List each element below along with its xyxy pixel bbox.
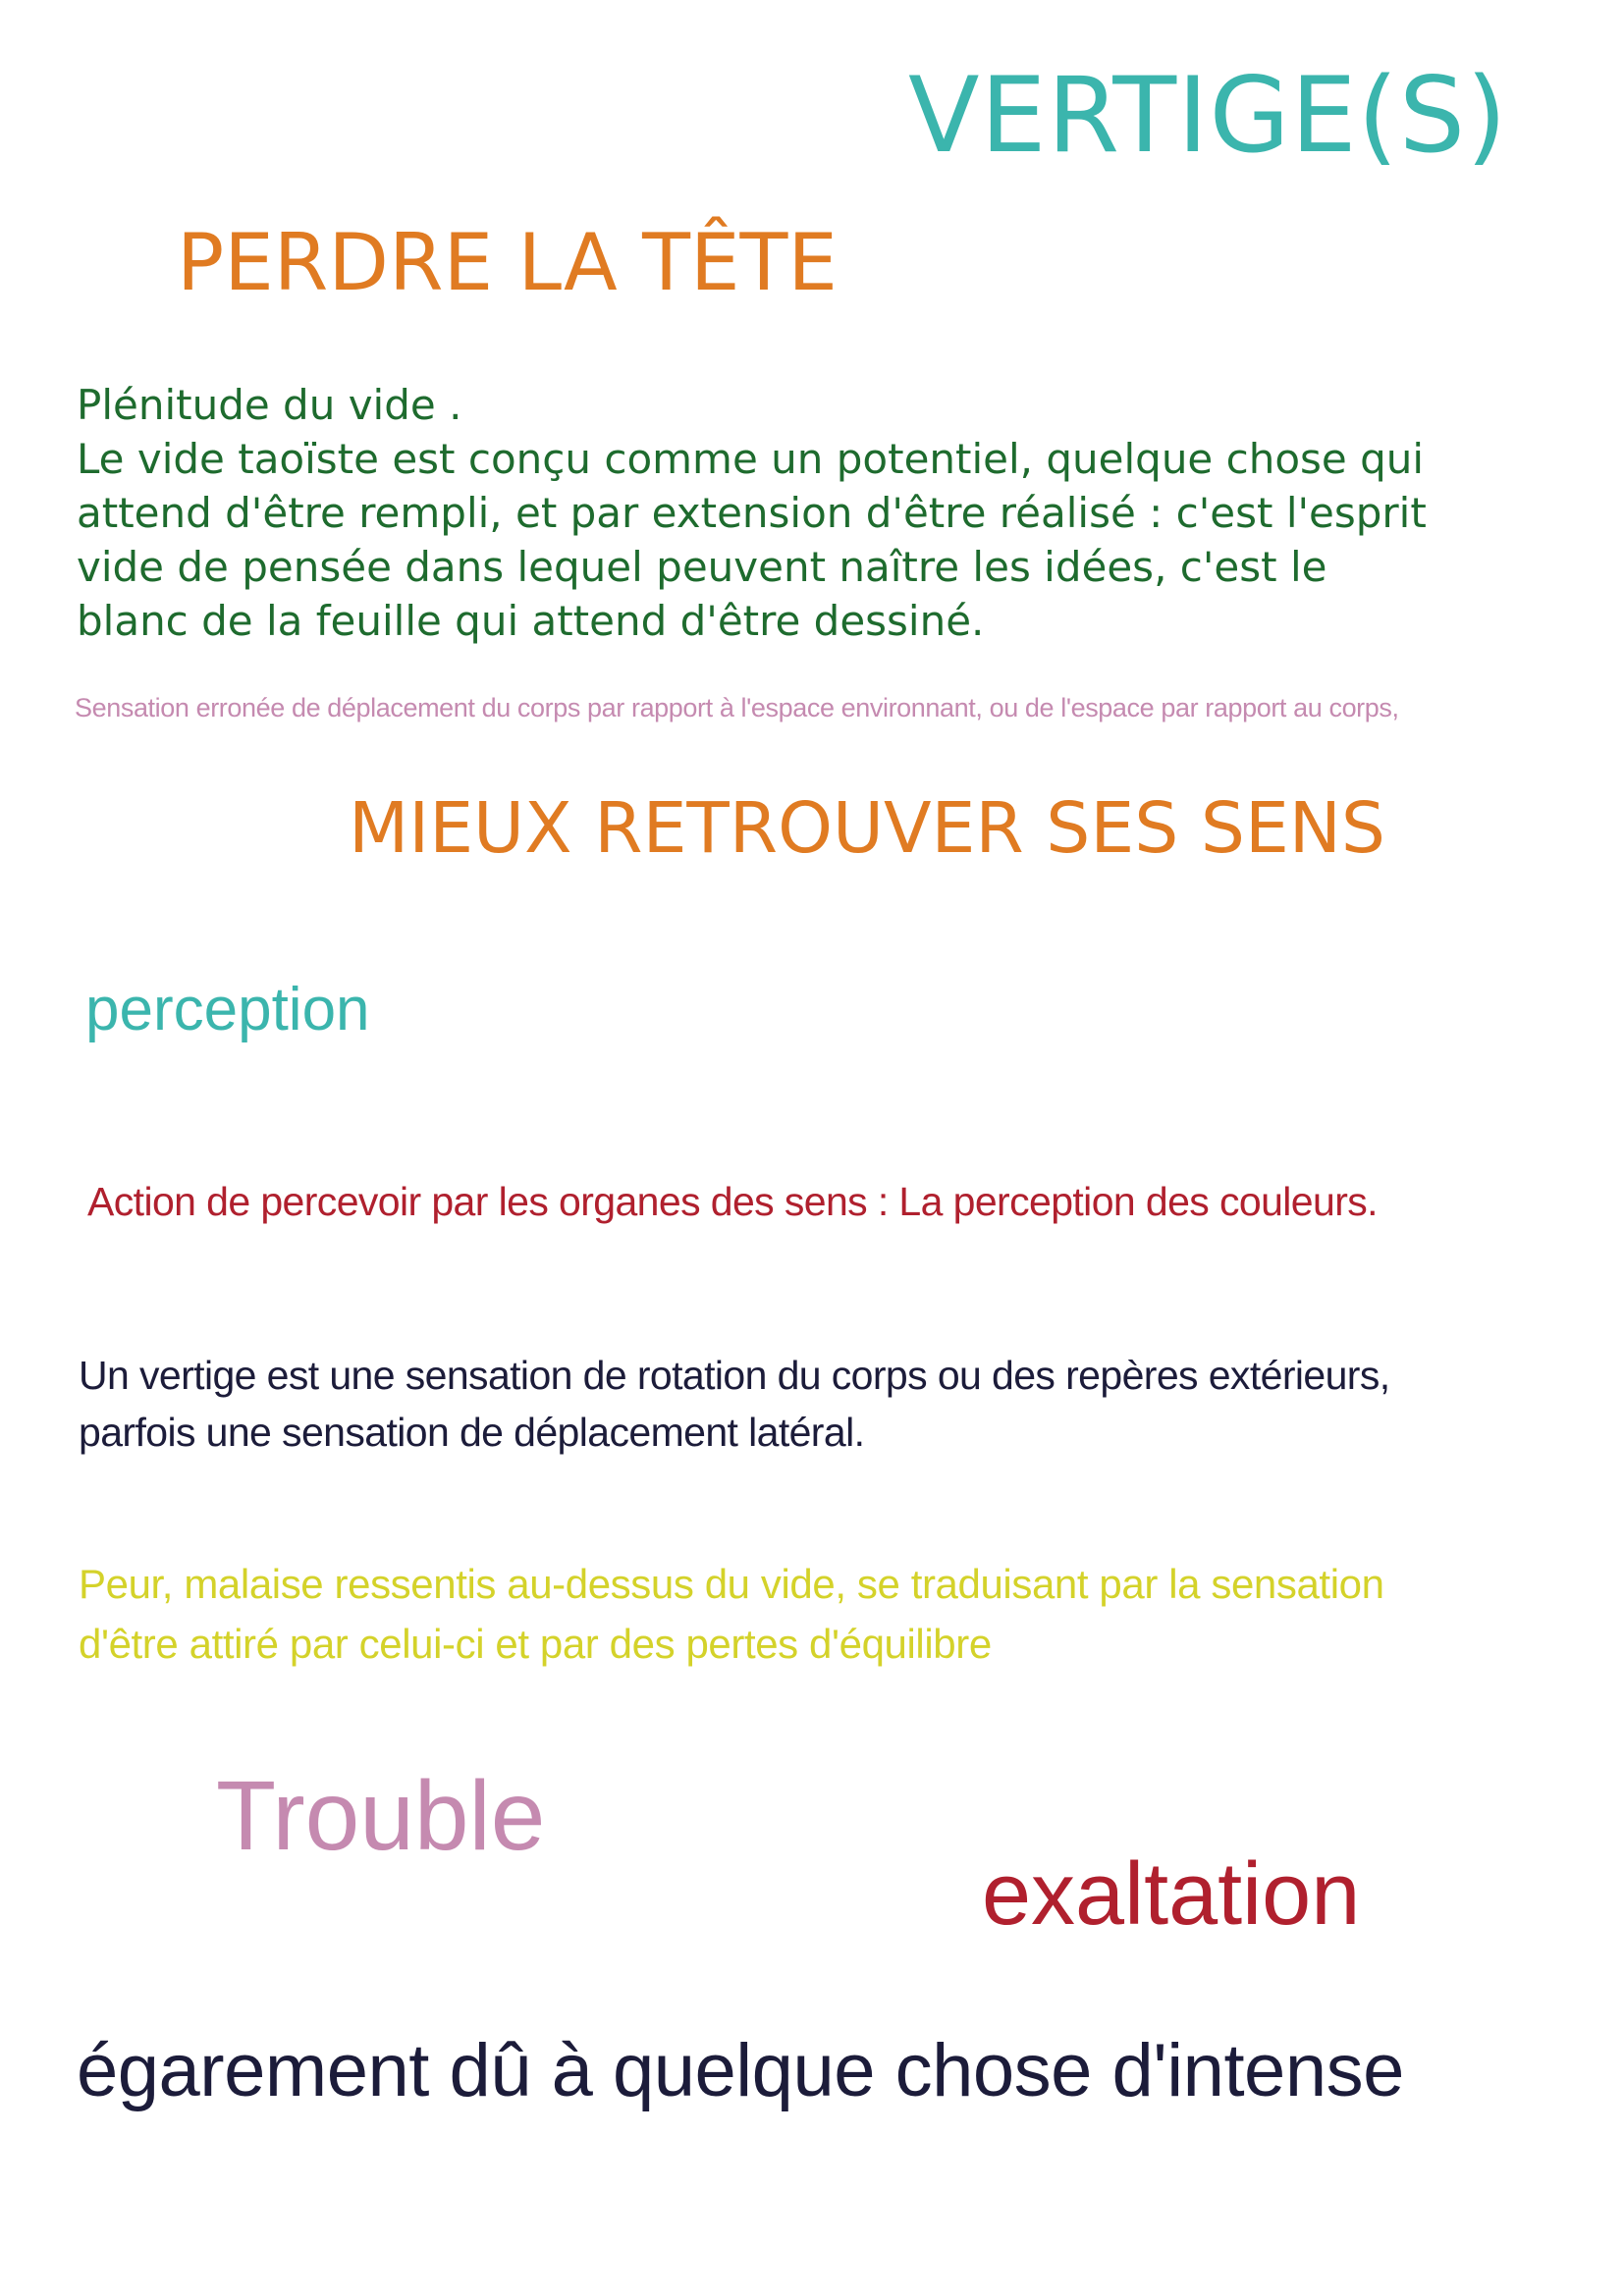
word-exaltation: exaltation: [982, 1845, 1361, 1944]
plenitude-paragraph: [77, 378, 1608, 648]
definition-vertige-line: Un vertige est une sensation de rotation du corps ou des repères extérieurs,: [79, 1353, 1390, 1398]
sensation-erronee-text: Sensation erronée de déplacement du corps par rapport à l'espace environnant, ou de l'espace par rapport au corps,: [75, 693, 1399, 722]
heading-perdre-la-tete: PERDRE LA TÊTE: [177, 217, 838, 308]
definition-vertige: [79, 1347, 1390, 1461]
plenitude-line: Le vide taoïste est conçu comme un potentiel, quelque chose qui: [77, 435, 1425, 483]
definition-peur: [79, 1554, 1384, 1674]
plenitude-line: vide de pensée dans lequel peuvent naître les idées, c'est le: [77, 543, 1327, 591]
definition-peur-line: Peur, malaise ressentis au-dessus du vide, se traduisant par la sensation: [79, 1561, 1384, 1607]
definition-peur-line: d'être attiré par celui-ci et par des pertes d'équilibre: [79, 1621, 992, 1667]
plenitude-line: blanc de la feuille qui attend d'être dessiné.: [77, 597, 985, 645]
phrase-egarement: égarement dû à quelque chose d'intense: [77, 2029, 1404, 2112]
word-trouble: Trouble: [216, 1761, 546, 1871]
definition-vertige-line: parfois une sensation de déplacement latéral.: [79, 1410, 865, 1455]
plenitude-line: attend d'être rempli, et par extension d'être réalisé : c'est l'esprit: [77, 489, 1427, 537]
plenitude-line: Plénitude du vide .: [77, 381, 462, 429]
page-title: VERTIGE(S): [908, 55, 1508, 176]
definition-perception: Action de percevoir par les organes des sens : La perception des couleurs.: [87, 1179, 1378, 1224]
word-perception: perception: [85, 976, 370, 1043]
heading-mieux-retrouver: MIEUX RETROUVER SES SENS: [349, 787, 1385, 869]
